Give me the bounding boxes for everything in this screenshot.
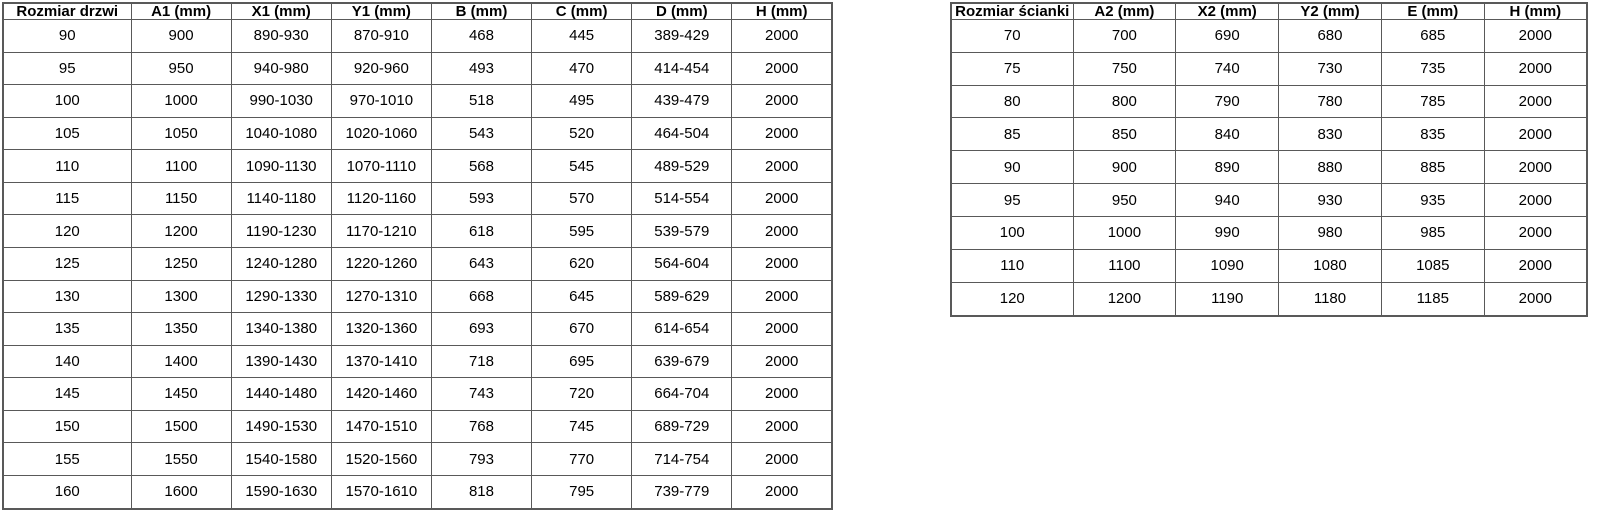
table-cell: 693	[431, 313, 531, 346]
table-cell: 589-629	[632, 280, 732, 313]
table-cell: 1590-1630	[231, 475, 331, 509]
table-cell: 75	[951, 52, 1073, 85]
table-cell: 135	[3, 313, 131, 346]
table-cell: 1390-1430	[231, 345, 331, 378]
table-cell: 1600	[131, 475, 231, 509]
table-cell: 2000	[732, 378, 832, 411]
table-cell: 1000	[1073, 216, 1176, 249]
table-row	[3, 20, 832, 53]
table-cell: 1240-1280	[231, 247, 331, 280]
table-row	[951, 184, 1587, 217]
table-cell: 970-1010	[331, 85, 431, 118]
table-row	[3, 150, 832, 183]
table-cell: 2000	[732, 150, 832, 183]
table-cell: 2000	[1484, 216, 1587, 249]
table-cell: 464-504	[632, 117, 732, 150]
table-cell: 439-479	[632, 85, 732, 118]
table-cell: 785	[1381, 85, 1484, 118]
wall-size-table	[950, 2, 1588, 317]
table-cell: 493	[431, 52, 531, 85]
table-cell: 2000	[1484, 85, 1587, 118]
column-header: Y2 (mm)	[1279, 3, 1382, 20]
table-row	[951, 52, 1587, 85]
door-size-table	[2, 2, 833, 510]
table-cell: 690	[1176, 20, 1279, 53]
table-cell: 950	[131, 52, 231, 85]
table-cell: 900	[131, 20, 231, 53]
table-cell: 1040-1080	[231, 117, 331, 150]
column-header: Y1 (mm)	[331, 3, 431, 20]
table-cell: 1180	[1279, 282, 1382, 316]
table-row	[3, 475, 832, 509]
table-cell: 2000	[1484, 282, 1587, 316]
table-cell: 120	[951, 282, 1073, 316]
table-cell: 800	[1073, 85, 1176, 118]
table-cell: 70	[951, 20, 1073, 53]
header-row	[951, 3, 1587, 20]
table-cell: 2000	[1484, 52, 1587, 85]
table-cell: 1290-1330	[231, 280, 331, 313]
table-row	[951, 249, 1587, 282]
table-cell: 100	[3, 85, 131, 118]
table-cell: 2000	[1484, 151, 1587, 184]
table-cell: 414-454	[632, 52, 732, 85]
table-cell: 1100	[1073, 249, 1176, 282]
table-cell: 1520-1560	[331, 443, 431, 476]
table-cell: 1550	[131, 443, 231, 476]
table-cell: 514-554	[632, 182, 732, 215]
table-cell: 668	[431, 280, 531, 313]
column-header: D (mm)	[632, 3, 732, 20]
table-cell: 160	[3, 475, 131, 509]
table-cell: 2000	[732, 345, 832, 378]
table-row	[3, 345, 832, 378]
table-row	[3, 215, 832, 248]
table-cell: 1450	[131, 378, 231, 411]
table-cell: 930	[1279, 184, 1382, 217]
table-cell: 614-654	[632, 313, 732, 346]
table-cell: 793	[431, 443, 531, 476]
table-cell: 790	[1176, 85, 1279, 118]
table-cell: 920-960	[331, 52, 431, 85]
table-cell: 470	[532, 52, 632, 85]
table-cell: 940	[1176, 184, 1279, 217]
table-cell: 468	[431, 20, 531, 53]
table-cell: 85	[951, 118, 1073, 151]
column-header: E (mm)	[1381, 3, 1484, 20]
table-cell: 595	[532, 215, 632, 248]
table-cell: 1540-1580	[231, 443, 331, 476]
table-cell: 770	[532, 443, 632, 476]
table-cell: 780	[1279, 85, 1382, 118]
table-cell: 714-754	[632, 443, 732, 476]
table-row	[951, 118, 1587, 151]
table-cell: 1080	[1279, 249, 1382, 282]
table-cell: 110	[3, 150, 131, 183]
table-cell: 564-604	[632, 247, 732, 280]
table-cell: 110	[951, 249, 1073, 282]
table-cell: 95	[3, 52, 131, 85]
table-row	[3, 443, 832, 476]
table-cell: 735	[1381, 52, 1484, 85]
table-cell: 885	[1381, 151, 1484, 184]
table-cell: 1140-1180	[231, 182, 331, 215]
table-cell: 100	[951, 216, 1073, 249]
table-cell: 120	[3, 215, 131, 248]
table-cell: 1090-1130	[231, 150, 331, 183]
table-cell: 1470-1510	[331, 410, 431, 443]
table-cell: 2000	[732, 475, 832, 509]
table-cell: 2000	[732, 85, 832, 118]
table-row	[951, 216, 1587, 249]
table-cell: 1220-1260	[331, 247, 431, 280]
table-cell: 389-429	[632, 20, 732, 53]
table-cell: 1270-1310	[331, 280, 431, 313]
table-row	[951, 85, 1587, 118]
table-cell: 2000	[732, 182, 832, 215]
table-row	[3, 52, 832, 85]
column-header: X1 (mm)	[231, 3, 331, 20]
table-cell: 890	[1176, 151, 1279, 184]
table-cell: 1190	[1176, 282, 1279, 316]
table-row	[3, 85, 832, 118]
table-cell: 768	[431, 410, 531, 443]
table-cell: 105	[3, 117, 131, 150]
table-cell: 145	[3, 378, 131, 411]
table-cell: 1070-1110	[331, 150, 431, 183]
table-cell: 155	[3, 443, 131, 476]
table-cell: 643	[431, 247, 531, 280]
table-cell: 2000	[732, 215, 832, 248]
table-cell: 880	[1279, 151, 1382, 184]
table-cell: 935	[1381, 184, 1484, 217]
table-cell: 985	[1381, 216, 1484, 249]
table-cell: 890-930	[231, 20, 331, 53]
table-cell: 2000	[732, 410, 832, 443]
table-cell: 1200	[131, 215, 231, 248]
table-cell: 639-679	[632, 345, 732, 378]
table-cell: 489-529	[632, 150, 732, 183]
table-row	[951, 151, 1587, 184]
table-cell: 990	[1176, 216, 1279, 249]
table-cell: 739-779	[632, 475, 732, 509]
table-cell: 990-1030	[231, 85, 331, 118]
table-cell: 1490-1530	[231, 410, 331, 443]
table-cell: 700	[1073, 20, 1176, 53]
table-cell: 90	[3, 20, 131, 53]
table-cell: 115	[3, 182, 131, 215]
table-cell: 1200	[1073, 282, 1176, 316]
table-cell: 645	[532, 280, 632, 313]
table-cell: 543	[431, 117, 531, 150]
table-cell: 1340-1380	[231, 313, 331, 346]
table-cell: 2000	[1484, 249, 1587, 282]
table-cell: 150	[3, 410, 131, 443]
table-cell: 664-704	[632, 378, 732, 411]
table-cell: 2000	[1484, 184, 1587, 217]
table-cell: 1190-1230	[231, 215, 331, 248]
table-cell: 2000	[1484, 118, 1587, 151]
table-cell: 870-910	[331, 20, 431, 53]
table-cell: 1090	[1176, 249, 1279, 282]
column-header: H (mm)	[732, 3, 832, 20]
table-row	[3, 378, 832, 411]
table-cell: 1300	[131, 280, 231, 313]
table-cell: 620	[532, 247, 632, 280]
table-cell: 750	[1073, 52, 1176, 85]
table-cell: 743	[431, 378, 531, 411]
table-cell: 1085	[1381, 249, 1484, 282]
table-row	[3, 313, 832, 346]
column-header: Rozmiar drzwi	[3, 3, 131, 20]
table-row	[3, 280, 832, 313]
table-cell: 1440-1480	[231, 378, 331, 411]
table-cell: 1320-1360	[331, 313, 431, 346]
table-row	[951, 20, 1587, 53]
table-cell: 130	[3, 280, 131, 313]
table-cell: 1000	[131, 85, 231, 118]
column-header: A2 (mm)	[1073, 3, 1176, 20]
table-cell: 718	[431, 345, 531, 378]
table-cell: 1370-1410	[331, 345, 431, 378]
table-cell: 570	[532, 182, 632, 215]
table-cell: 1020-1060	[331, 117, 431, 150]
column-header: A1 (mm)	[131, 3, 231, 20]
column-header: Rozmiar ścianki	[951, 3, 1073, 20]
table-row	[951, 282, 1587, 316]
table-cell: 2000	[732, 280, 832, 313]
table-cell: 1100	[131, 150, 231, 183]
table-cell: 680	[1279, 20, 1382, 53]
table-cell: 695	[532, 345, 632, 378]
table-row	[3, 182, 832, 215]
table-cell: 1420-1460	[331, 378, 431, 411]
table-cell: 125	[3, 247, 131, 280]
table-cell: 950	[1073, 184, 1176, 217]
table-cell: 1050	[131, 117, 231, 150]
table-cell: 518	[431, 85, 531, 118]
table-cell: 940-980	[231, 52, 331, 85]
table-cell: 1500	[131, 410, 231, 443]
table-cell: 1170-1210	[331, 215, 431, 248]
table-row	[3, 117, 832, 150]
table-cell: 850	[1073, 118, 1176, 151]
table-cell: 1185	[1381, 282, 1484, 316]
table-cell: 2000	[1484, 20, 1587, 53]
table-cell: 2000	[732, 443, 832, 476]
table-cell: 2000	[732, 247, 832, 280]
table-cell: 900	[1073, 151, 1176, 184]
table-cell: 685	[1381, 20, 1484, 53]
column-header: C (mm)	[532, 3, 632, 20]
table-cell: 980	[1279, 216, 1382, 249]
header-row	[3, 3, 832, 20]
table-cell: 80	[951, 85, 1073, 118]
table-cell: 745	[532, 410, 632, 443]
table-cell: 1250	[131, 247, 231, 280]
table-cell: 545	[532, 150, 632, 183]
table-cell: 140	[3, 345, 131, 378]
table-cell: 795	[532, 475, 632, 509]
table-cell: 568	[431, 150, 531, 183]
table-cell: 539-579	[632, 215, 732, 248]
column-header: H (mm)	[1484, 3, 1587, 20]
table-cell: 445	[532, 20, 632, 53]
table-cell: 2000	[732, 313, 832, 346]
table-cell: 1570-1610	[331, 475, 431, 509]
table-cell: 95	[951, 184, 1073, 217]
table-cell: 689-729	[632, 410, 732, 443]
table-cell: 1350	[131, 313, 231, 346]
table-cell: 2000	[732, 52, 832, 85]
table-cell: 1150	[131, 182, 231, 215]
table-cell: 1120-1160	[331, 182, 431, 215]
table-row	[3, 247, 832, 280]
table-cell: 1400	[131, 345, 231, 378]
table-cell: 830	[1279, 118, 1382, 151]
table-row	[3, 410, 832, 443]
table-cell: 593	[431, 182, 531, 215]
table-cell: 2000	[732, 117, 832, 150]
table-cell: 618	[431, 215, 531, 248]
table-cell: 730	[1279, 52, 1382, 85]
table-cell: 520	[532, 117, 632, 150]
table-cell: 2000	[732, 20, 832, 53]
column-header: B (mm)	[431, 3, 531, 20]
table-cell: 818	[431, 475, 531, 509]
table-cell: 740	[1176, 52, 1279, 85]
column-header: X2 (mm)	[1176, 3, 1279, 20]
table-cell: 90	[951, 151, 1073, 184]
table-cell: 835	[1381, 118, 1484, 151]
table-cell: 670	[532, 313, 632, 346]
table-cell: 720	[532, 378, 632, 411]
table-cell: 495	[532, 85, 632, 118]
table-cell: 840	[1176, 118, 1279, 151]
